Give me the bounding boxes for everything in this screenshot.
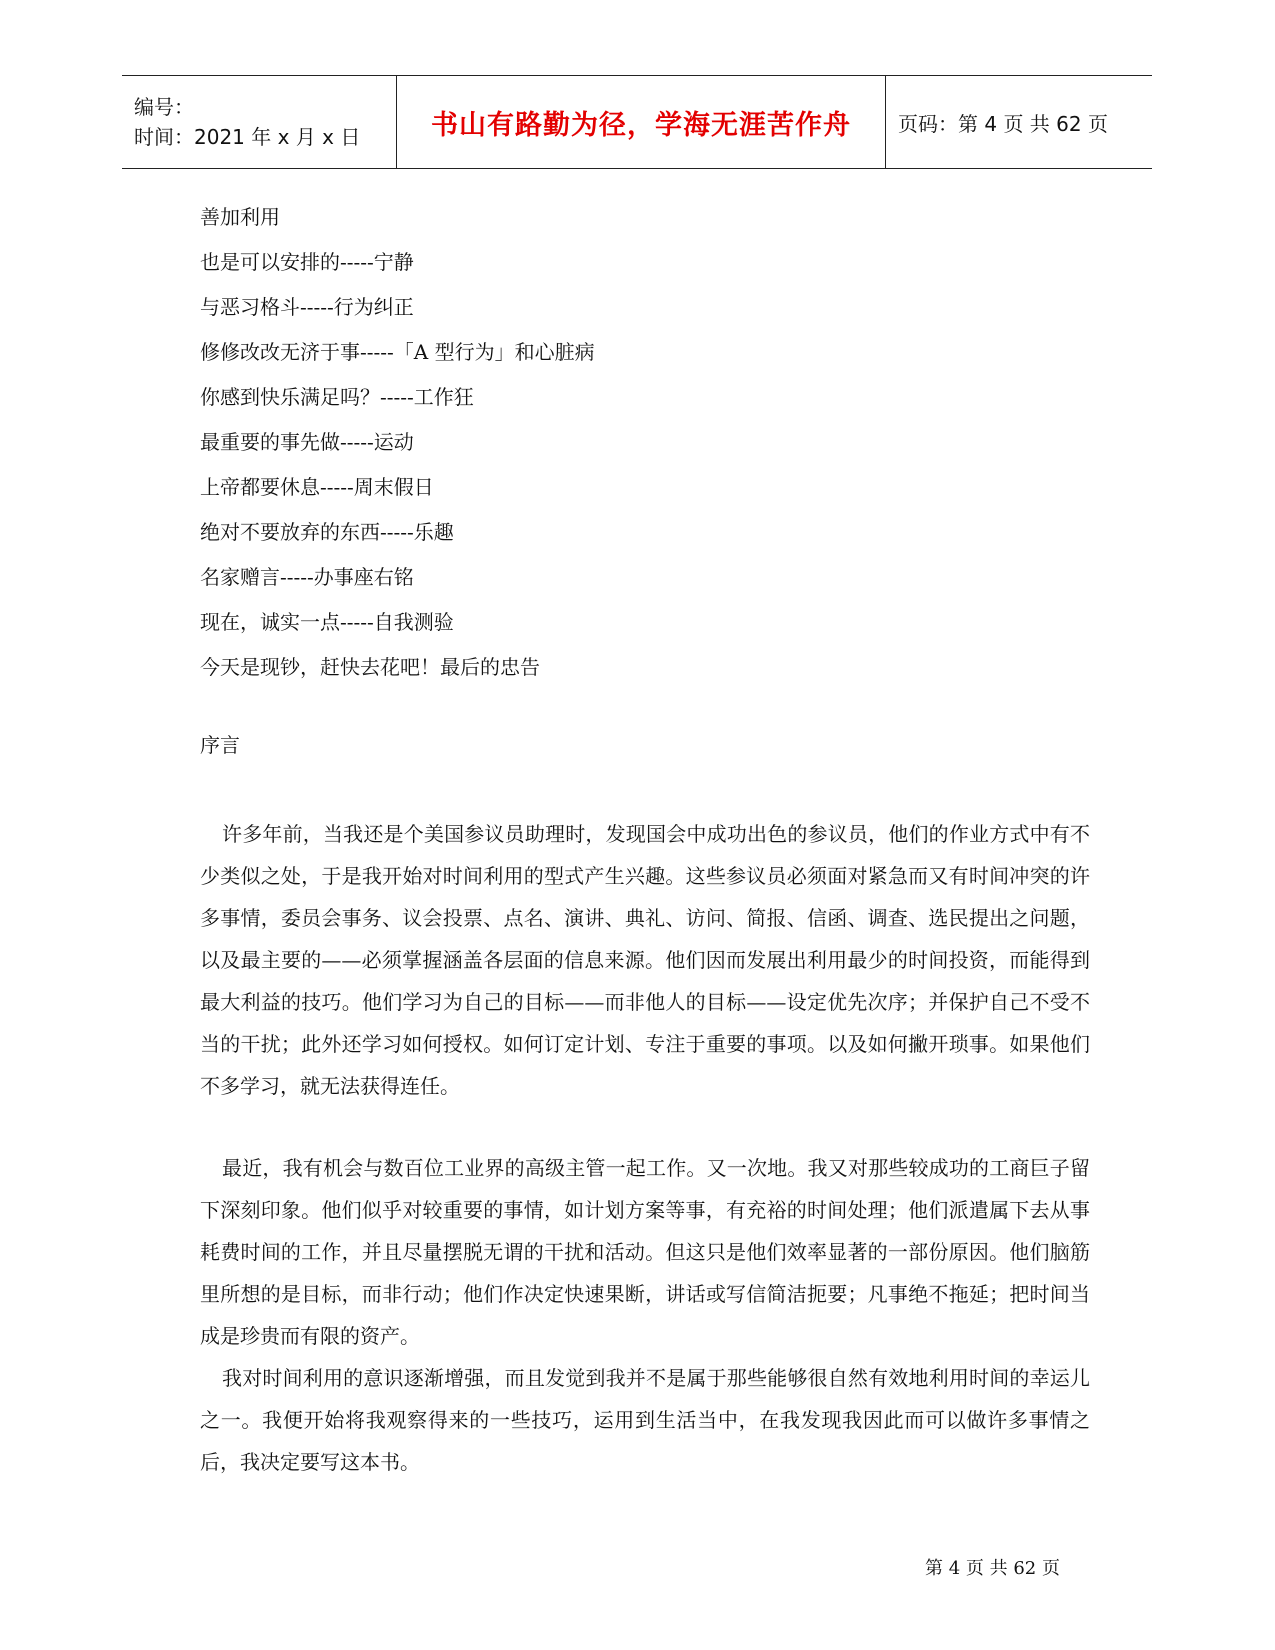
header-motto-cell	[397, 76, 886, 168]
paragraph: 许多年前，当我还是个美国参议员助理时，发现国会中成功出色的参议员，他们的作业方式中有不少类似之处，于是我开始对时间利用的型式产生兴趣。这些参议员必须面对紧急而又有时间冲突的许多事情，委员会事务、议会投票、点名、演讲、典礼、访问、简报、信函、调查、选民提出之问题，以及最主要的——必须掌握涵盖各层面的信息来源。他们因而发展出利用最少的时间投资，而能得到最大利益的技巧。他们学习为自己的目标——而非他人的目标——设定优先次序；并保护自己不受不当的干扰；此外还学习如何授权。如何订定计划、专注于重要的事项。以及如何撇开琐事。如果他们不多学习，就无法获得连任。	[200, 822, 1090, 1098]
contents-item: 名家赠言-----办事座右铭	[200, 565, 414, 589]
paragraph: 我对时间利用的意识逐渐增强，而且发觉到我并不是属于那些能够很自然有效地利用时间的幸运儿之一。我便开始将我观察得来的一些技巧，运用到生活当中，在我发现我因此而可以做许多事情之后，我决定要写这本书。	[200, 1366, 1090, 1474]
preface-title: 序言	[200, 733, 240, 757]
contents-item: 也是可以安排的-----宁静	[200, 250, 414, 274]
contents-item: 善加利用	[200, 205, 280, 229]
contents-item: 修修改改无济于事-----「A 型行为」和心脏病	[200, 340, 595, 364]
time-label: 时间：2021 年 x 月 x 日	[134, 125, 361, 149]
motto: 书山有路勤为径，学海无涯苦作舟	[431, 109, 851, 141]
contents-item: 今天是现钞，赶快去花吧！最后的忠告	[200, 655, 540, 679]
header-right-cell	[886, 76, 1152, 168]
contents-item: 最重要的事先做-----运动	[200, 430, 414, 454]
contents-item: 上帝都要休息-----周末假日	[200, 475, 434, 499]
header-left-cell	[122, 76, 397, 168]
contents-item: 绝对不要放弃的东西-----乐趣	[200, 520, 454, 544]
contents-list	[200, 195, 595, 690]
contents-item: 与恶习格斗-----行为纠正	[200, 295, 414, 319]
paragraph: 最近，我有机会与数百位工业界的高级主管一起工作。又一次地。我又对那些较成功的工商巨子留下深刻印象。他们似乎对较重要的事情，如计划方案等事，有充裕的时间处理；他们派遣属下去从事耗费时间的工作，并且尽量摆脱无谓的干扰和活动。但这只是他们效率显著的一部份原因。他们脑筋里所想的是目标，而非行动；他们作决定快速果断，讲话或写信简洁扼要；凡事绝不拖延；把时间当成是珍贵而有限的资产。	[200, 1156, 1090, 1348]
number-label: 编号：	[134, 95, 194, 119]
contents-item: 现在，诚实一点-----自我测验	[200, 610, 454, 634]
contents-item: 你感到快乐满足吗？-----工作狂	[200, 385, 474, 409]
preface-body	[200, 813, 1090, 1483]
page-code: 页码：第 4 页 共 62 页	[898, 111, 1108, 136]
page-header	[122, 75, 1152, 169]
page-footer: 第 4 页 共 62 页	[925, 1558, 1060, 1579]
